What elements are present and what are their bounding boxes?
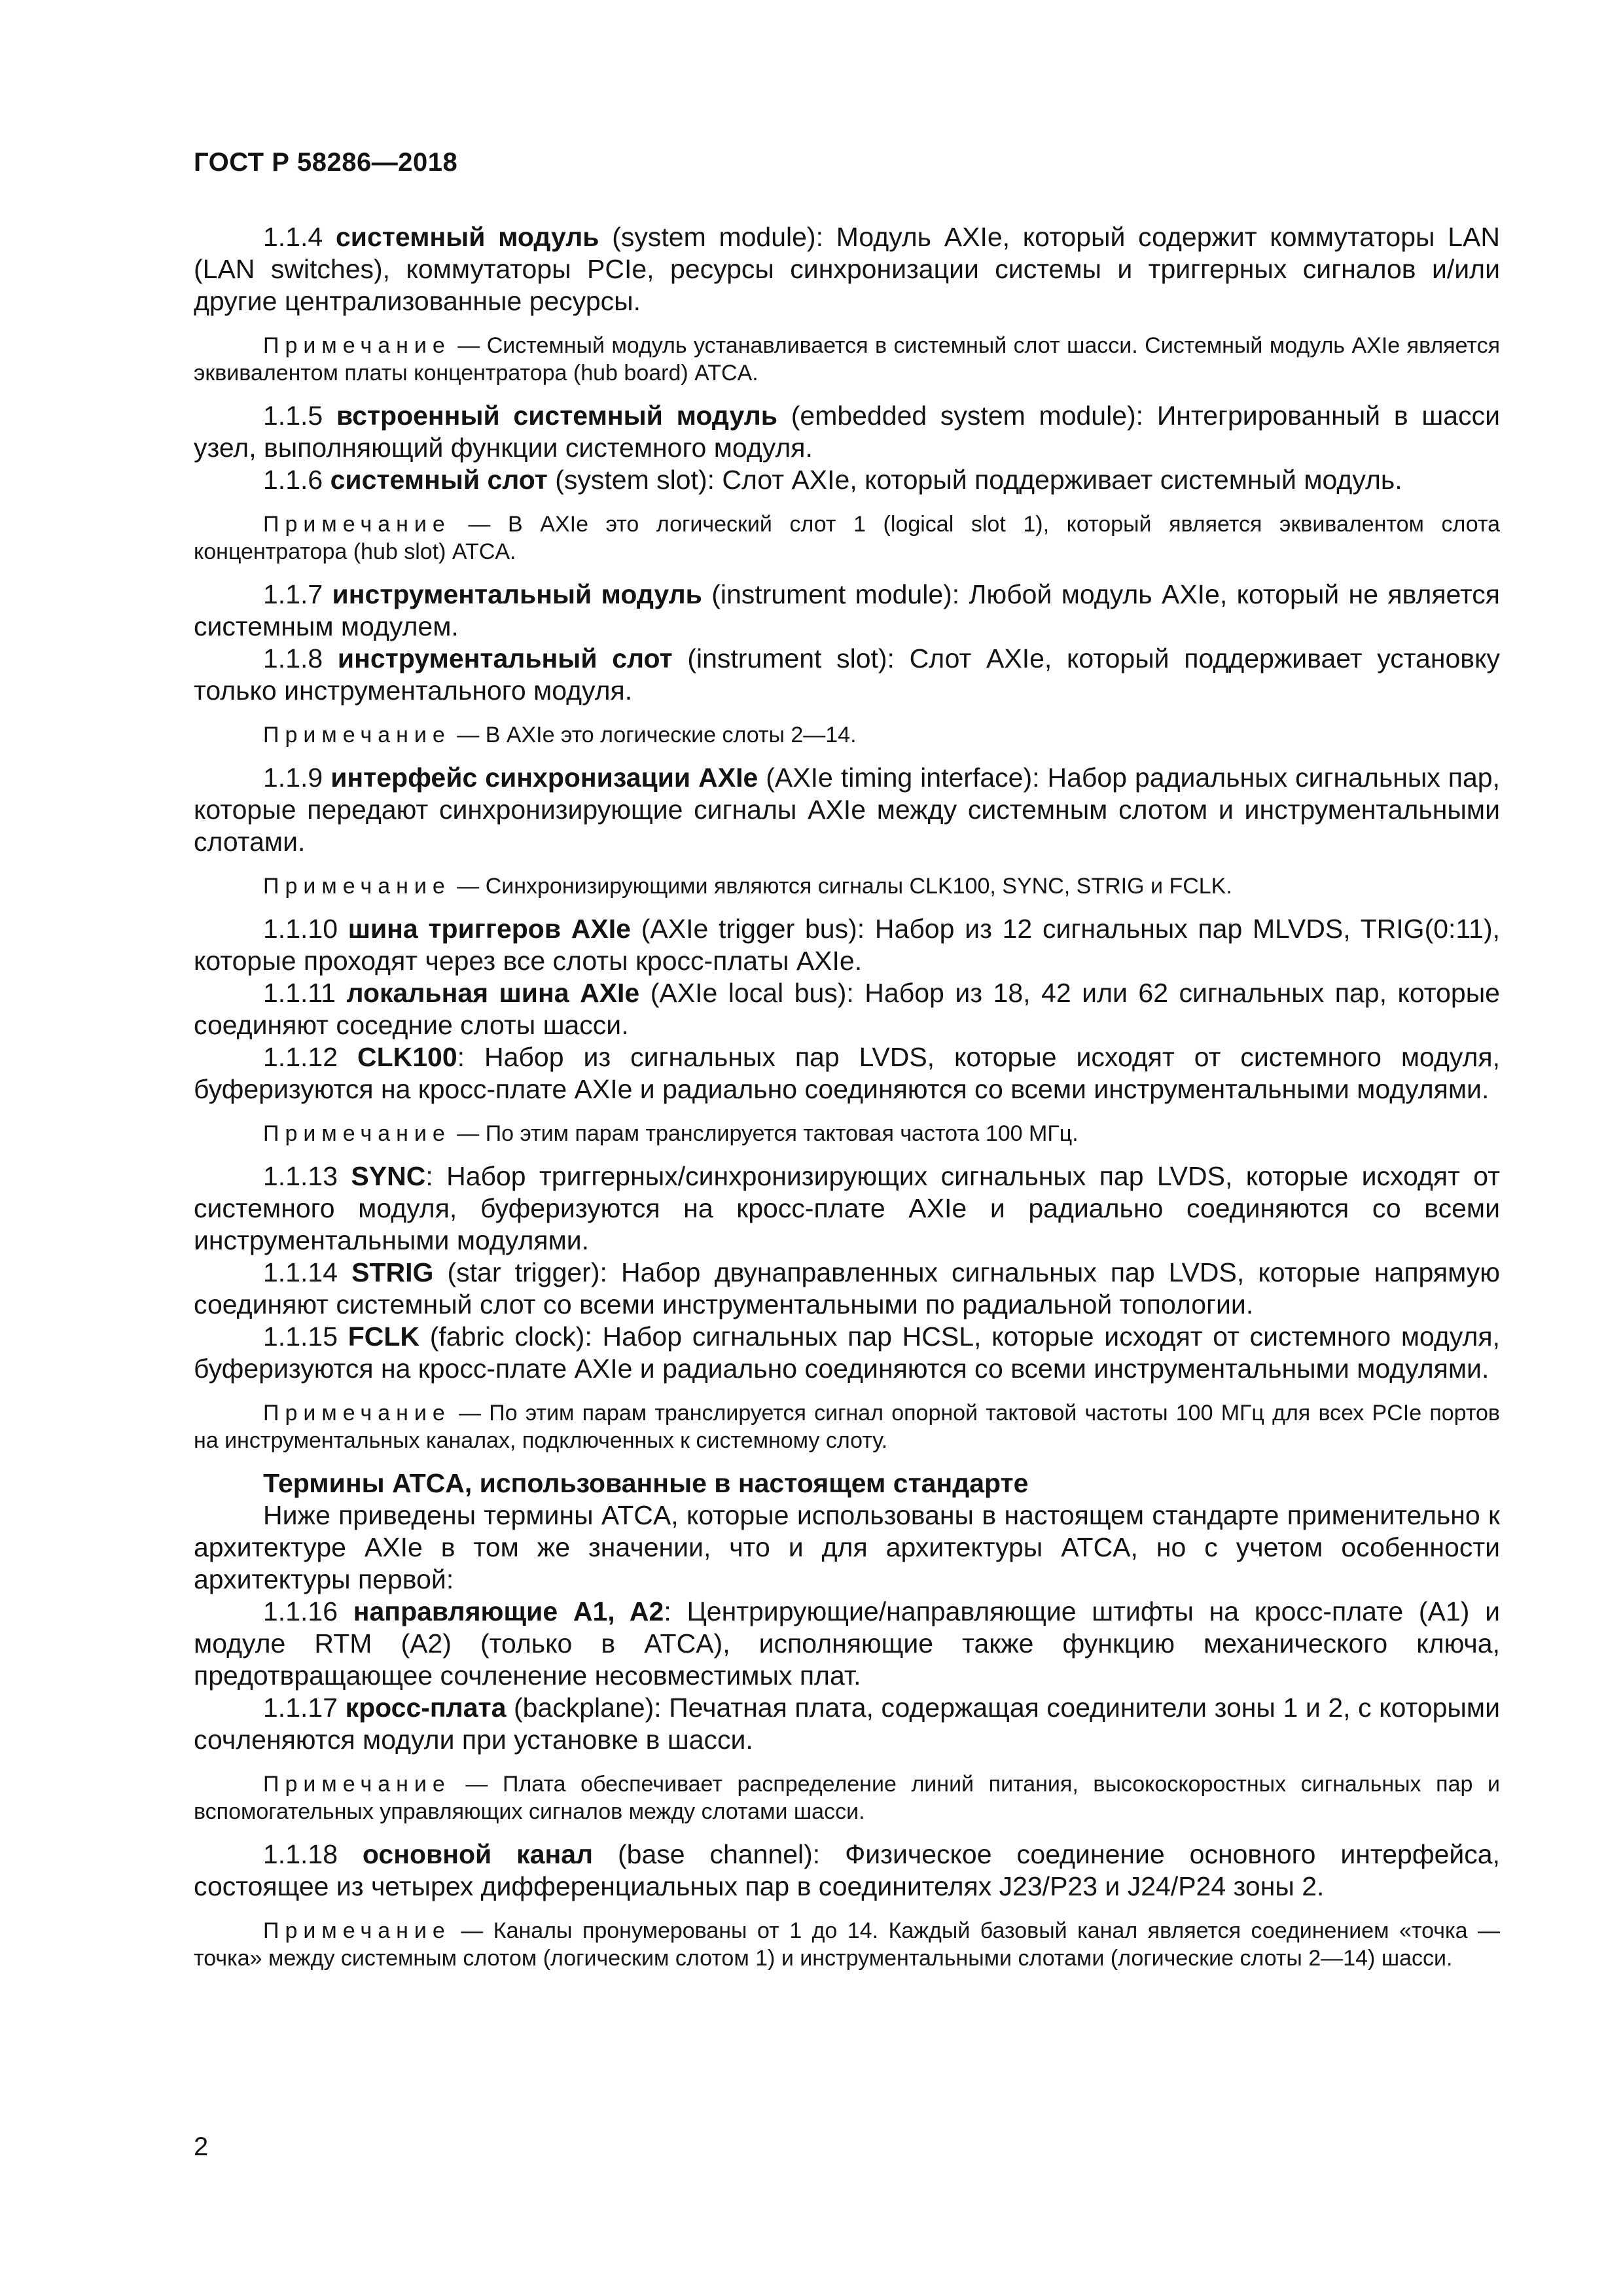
note-label: Примечание	[263, 1401, 451, 1426]
note-text: По этим парам транслируется тактовая частота 100 МГц.	[485, 1121, 1079, 1146]
term-name: системный модуль	[335, 222, 599, 252]
term-definition: (star trigger): Набор двунаправленных сигнальных пар LVDS, которые напрямую соединяют системный слот со всеми инструментальными по радиальной топологии.	[194, 1257, 1501, 1319]
term-name: основной канал	[362, 1839, 594, 1869]
term-1-1-15	[194, 1321, 1500, 1385]
note-dash: —	[450, 512, 508, 537]
term-1-1-18	[194, 1839, 1500, 1903]
term-definition: (fabric clock): Набор сигнальных пар HCSL, которые исходят от системного модуля, буферизуются на кросс-плате AXIe и радиально соединяются со всеми инструментальными модулями.	[194, 1321, 1500, 1384]
term-1-1-12	[194, 1041, 1500, 1105]
note-label: Примечание	[263, 723, 451, 747]
note-text: В AXIe это логические слоты 2—14.	[485, 723, 857, 747]
term-definition: (system module): Модуль AXIe, который содержит коммутаторы LAN (LAN switches), коммутаторы PCIe, ресурсы синхронизации системы и триггерных сигналов и/или другие централизованные ресурсы.	[194, 222, 1500, 316]
note-label: Примечание	[263, 874, 451, 899]
page-number: 2	[194, 2132, 209, 2161]
term-1-1-5	[194, 400, 1500, 464]
term-name: системный слот	[330, 465, 548, 495]
term-number: 1.1.8	[263, 643, 338, 673]
term-definition: (AXIe timing interface): Набор радиальных сигнальных пар, которые передают синхронизирующие сигналы AXIe между системным слотом и инструментальными слотами.	[194, 762, 1500, 857]
note-dash: —	[450, 1918, 493, 1943]
term-definition: (embedded system module): Интегрированный в шасси узел, выполняющий функции системного модуля.	[194, 401, 1500, 463]
note-label: Примечание	[263, 333, 451, 358]
term-name: STRIG	[351, 1257, 434, 1287]
term-number: 1.1.13	[263, 1161, 351, 1191]
section-heading: Термины ATCA, использованные в настоящем стандарте	[263, 1468, 1029, 1498]
term-number: 1.1.14	[263, 1257, 352, 1287]
note-dash: —	[450, 1401, 490, 1426]
term-definition: : Набор триггерных/синхронизирующих сигнальных пар LVDS, которые исходят от системного модуля, буферизуются на кросс-плате AXIe и радиально соединяются со всеми инструментальными модулями.	[194, 1161, 1500, 1255]
term-1-1-11	[194, 977, 1500, 1041]
note-text: Системный модуль устанавливается в системный слот шасси. Системный модуль AXIe является эквивалентом платы концентратора (hub board) ATCA.	[194, 333, 1500, 386]
note-text: В AXIe это логический слот 1 (logical slot 1), который является эквивалентом слота концентратора (hub slot) ATCA.	[194, 512, 1500, 564]
section-intro: Ниже приведены термины ATCA, которые использованы в настоящем стандарте применительно к архитектуре AXIe в том же значении, что и для архитектуры ATCA, но с учетом особенности архитектуры первой:	[194, 1500, 1500, 1594]
term-1-1-10	[194, 913, 1500, 977]
note	[194, 872, 1500, 900]
term-definition: (AXIe trigger bus): Набор из 12 сигнальных пар MLVDS, TRIG(0:11), которые проходят через все слоты кросс-платы AXIe.	[194, 914, 1501, 976]
term-number: 1.1.9	[263, 762, 331, 793]
term-1-1-16	[194, 1596, 1500, 1692]
term-1-1-8	[194, 643, 1500, 707]
term-name: SYNC	[351, 1161, 426, 1191]
term-1-1-14	[194, 1257, 1500, 1321]
note-dash: —	[450, 723, 486, 747]
term-name: интерфейс синхронизации AXIe	[330, 762, 758, 793]
note-dash: —	[450, 1121, 486, 1146]
term-1-1-4	[194, 221, 1500, 317]
term-1-1-7	[194, 579, 1500, 643]
term-name: CLK100	[357, 1042, 457, 1072]
note-text: Синхронизирующими являются сигналы CLK100, SYNC, STRIG и FCLK.	[485, 874, 1232, 899]
term-number: 1.1.4	[263, 222, 336, 252]
term-definition: : Набор из сигнальных пар LVDS, которые исходят от системного модуля, буферизуются на кросс-плате AXIe и радиально соединяются со всеми инструментальными модулями.	[194, 1042, 1500, 1104]
term-definition: (AXIe local bus): Набор из 18, 42 или 62 сигнальных пар, которые соединяют соседние слоты шасси.	[194, 978, 1500, 1040]
term-definition: (instrument module): Любой модуль AXIe, который не является системным модулем.	[194, 579, 1500, 641]
document-header-id: ГОСТ Р 58286—2018	[194, 148, 458, 177]
term-number: 1.1.5	[263, 401, 336, 431]
note-text: По этим парам транслируется сигнал опорной тактовой частоты 100 МГц для всех PCIe портов на инструментальных каналах, подключенных к системному слоту.	[194, 1401, 1500, 1453]
term-name: встроенный системный модуль	[336, 401, 777, 431]
note-label: Примечание	[263, 512, 451, 537]
note-dash: —	[450, 1772, 503, 1797]
term-1-1-17	[194, 1692, 1500, 1756]
term-name: шина триггеров AXIe	[348, 914, 631, 944]
note	[194, 721, 1500, 749]
term-name: локальная шина AXIe	[346, 978, 640, 1008]
term-number: 1.1.10	[263, 914, 348, 944]
term-number: 1.1.18	[263, 1839, 363, 1869]
note	[194, 1120, 1500, 1147]
term-definition: : Центрирующие/направляющие штифты на кросс-плате (A1) и модуле RTM (A2) (только в ATCA), исполняющие также функцию механического ключа, предотвращающее сочленение несовместимых плат.	[194, 1596, 1500, 1691]
term-number: 1.1.11	[263, 978, 347, 1008]
note	[194, 1770, 1500, 1825]
note	[194, 1917, 1500, 1972]
note-label: Примечание	[263, 1772, 451, 1797]
term-name: кросс-плата	[345, 1693, 507, 1723]
note-text: Каналы пронумерованы от 1 до 14. Каждый базовый канал является соединением «точка — точка» между системным слотом (логическим слотом 1) и инструментальными слотами (логические слоты 2—14) шасси.	[194, 1918, 1500, 1971]
term-definition: (system slot): Слот AXIe, который поддерживает системный модуль.	[547, 465, 1402, 495]
term-definition: (backplane): Печатная плата, содержащая соединители зоны 1 и 2, с которыми сочленяются модули при установке в шасси.	[194, 1693, 1500, 1755]
term-name: инструментальный модуль	[332, 579, 702, 609]
note	[194, 1399, 1500, 1454]
note-text: Плата обеспечивает распределение линий питания, высокоскоростных сигнальных пар и вспомогательных управляющих сигналов между слотами шасси.	[194, 1772, 1500, 1824]
term-number: 1.1.6	[263, 465, 330, 495]
term-number: 1.1.12	[263, 1042, 357, 1072]
term-definition: (instrument slot): Слот AXIe, который поддерживает установку только инструментального модуля.	[194, 643, 1500, 706]
term-definition: (base channel): Физическое соединение основного интерфейса, состоящее из четырех дифференциальных пар в соединителях J23/P23 и J24/P24 зоны 2.	[194, 1839, 1500, 1901]
term-number: 1.1.7	[263, 579, 332, 609]
note-label: Примечание	[263, 1121, 451, 1146]
note-dash: —	[450, 874, 486, 899]
note-dash: —	[450, 333, 487, 358]
term-number: 1.1.17	[263, 1693, 346, 1723]
term-1-1-13	[194, 1160, 1500, 1257]
term-1-1-9	[194, 762, 1500, 858]
note-label: Примечание	[263, 1918, 451, 1943]
term-number: 1.1.15	[263, 1321, 348, 1352]
note	[194, 511, 1500, 565]
note	[194, 332, 1500, 387]
term-name: FCLK	[348, 1321, 420, 1352]
term-1-1-6	[194, 464, 1500, 496]
term-name: направляющие A1, A2	[353, 1596, 664, 1626]
document-body	[194, 221, 1500, 1982]
term-number: 1.1.16	[263, 1596, 353, 1626]
term-name: инструментальный слот	[337, 643, 673, 673]
